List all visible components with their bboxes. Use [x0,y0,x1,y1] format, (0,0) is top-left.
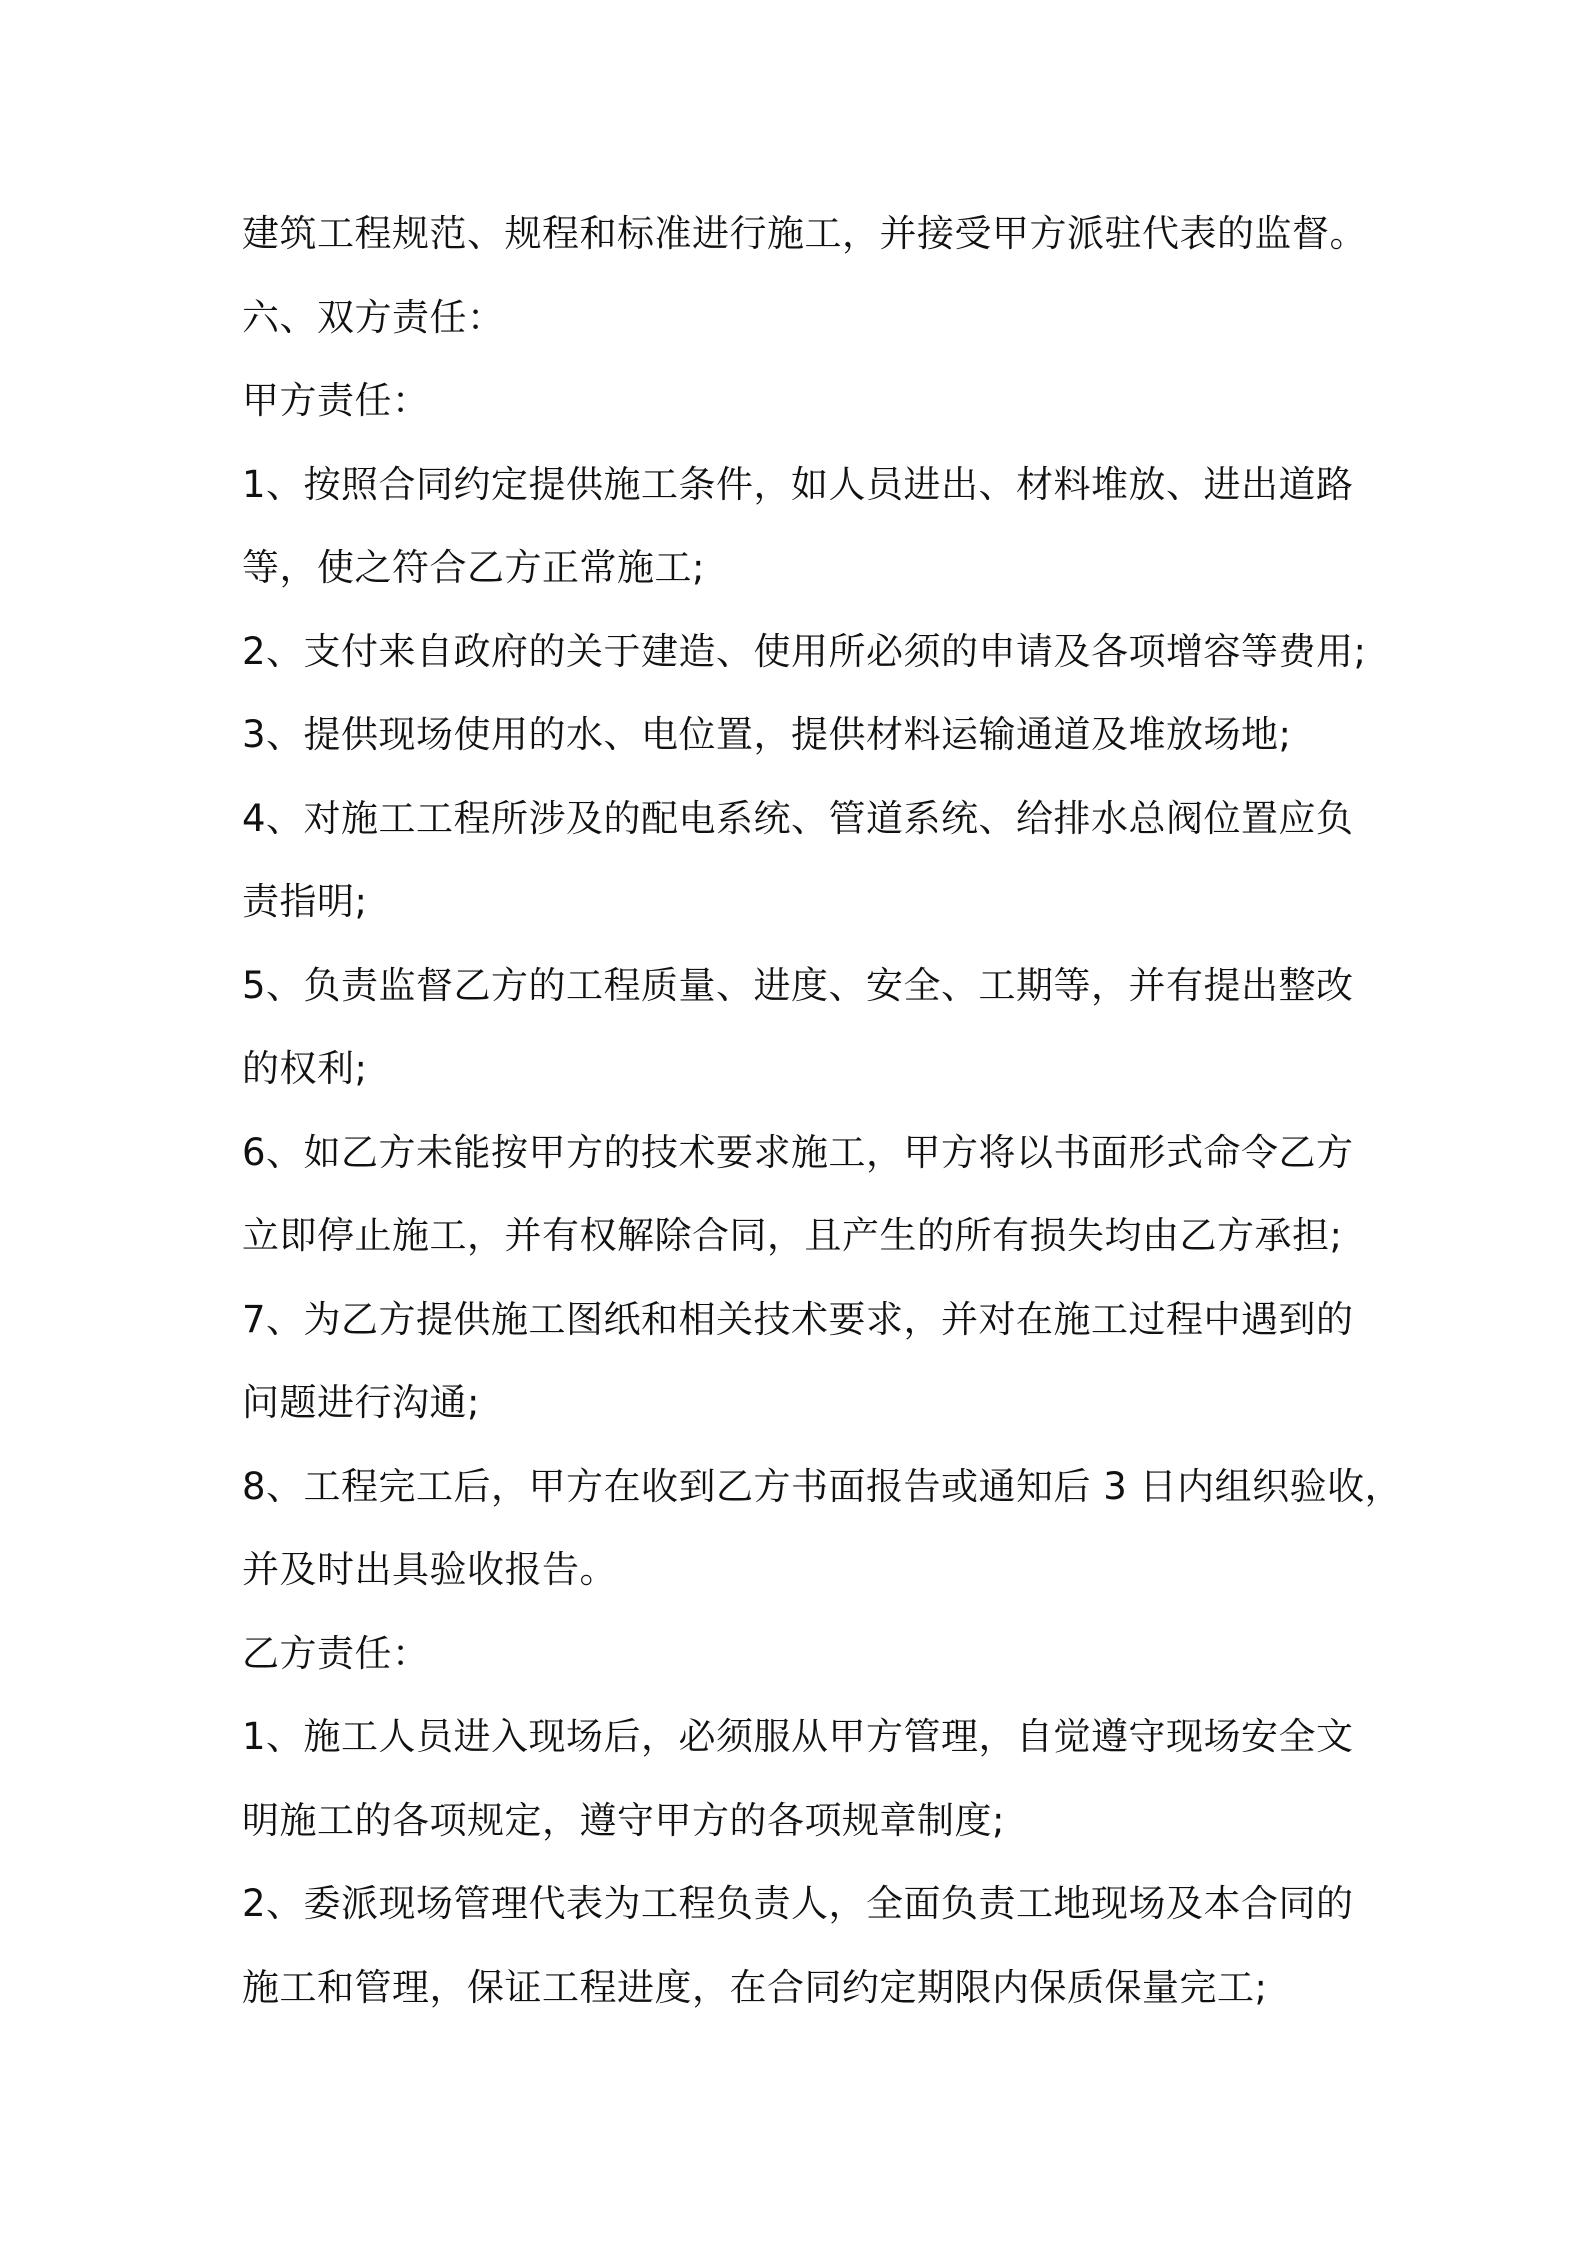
party-a-item-2: 2、支付来自政府的关于建造、使用所必须的申请及各项增容等费用; [242,629,1367,673]
party-a-item-7-line-1: 7、为乙方提供施工图纸和相关技术要求，并对在施工过程中遇到的 [242,1297,1354,1341]
party-a-item-6-line-2: 立即停止施工，并有权解除合同，且产生的所有损失均由乙方承担; [242,1214,1343,1257]
subheading-party-a-responsibilities: 甲方责任： [242,379,430,422]
section-heading-mutual-responsibilities: 六、双方责任： [242,295,505,339]
paragraph-continuation-line: 建筑工程规范、规程和标准进行施工，并接受甲方派驻代表的监督。 [242,212,1367,255]
party-b-item-2-line-1: 2、委派现场管理代表为工程负责人，全面负责工地现场及本合同的 [242,1882,1354,1925]
party-a-item-5-line-2: 的权利; [242,1047,368,1090]
party-a-item-4-line-1: 4、对施工工程所涉及的配电系统、管道系统、给排水总阀位置应负 [242,796,1354,840]
party-a-item-8-line-2: 并及时出具验收报告。 [242,1548,617,1591]
party-a-item-5-line-1: 5、负责监督乙方的工程质量、进度、安全、工期等，并有提出整改 [242,963,1354,1007]
party-a-item-8-line-1: 8、工程完工后，甲方在收到乙方书面报告或通知后 3 日内组织验收， [242,1464,1403,1508]
party-a-item-1-line-2: 等，使之符合乙方正常施工; [242,546,705,589]
party-b-item-1-line-2: 明施工的各项规定，遵守甲方的各项规章制度; [242,1798,1005,1842]
party-a-item-1-line-1: 1、按照合同约定提供施工条件，如人员进出、材料堆放、进出道路 [242,462,1354,506]
party-a-item-6-line-1: 6、如乙方未能按甲方的技术要求施工，甲方将以书面形式命令乙方 [242,1130,1354,1174]
party-b-item-2-line-2: 施工和管理，保证工程进度，在合同约定期限内保质保量完工; [242,1965,1268,2009]
document-body [242,199,1403,2036]
party-b-item-1-line-1: 1、施工人员进入现场后，必须服从甲方管理，自觉遵守现场安全文 [242,1715,1354,1758]
party-a-item-7-line-2: 问题进行沟通; [242,1381,480,1424]
subheading-party-b-responsibilities: 乙方责任： [242,1631,430,1675]
party-a-item-3: 3、提供现场使用的水、电位置，提供材料运输通道及堆放场地; [242,713,1292,756]
party-a-item-4-line-2: 责指明; [242,880,368,923]
